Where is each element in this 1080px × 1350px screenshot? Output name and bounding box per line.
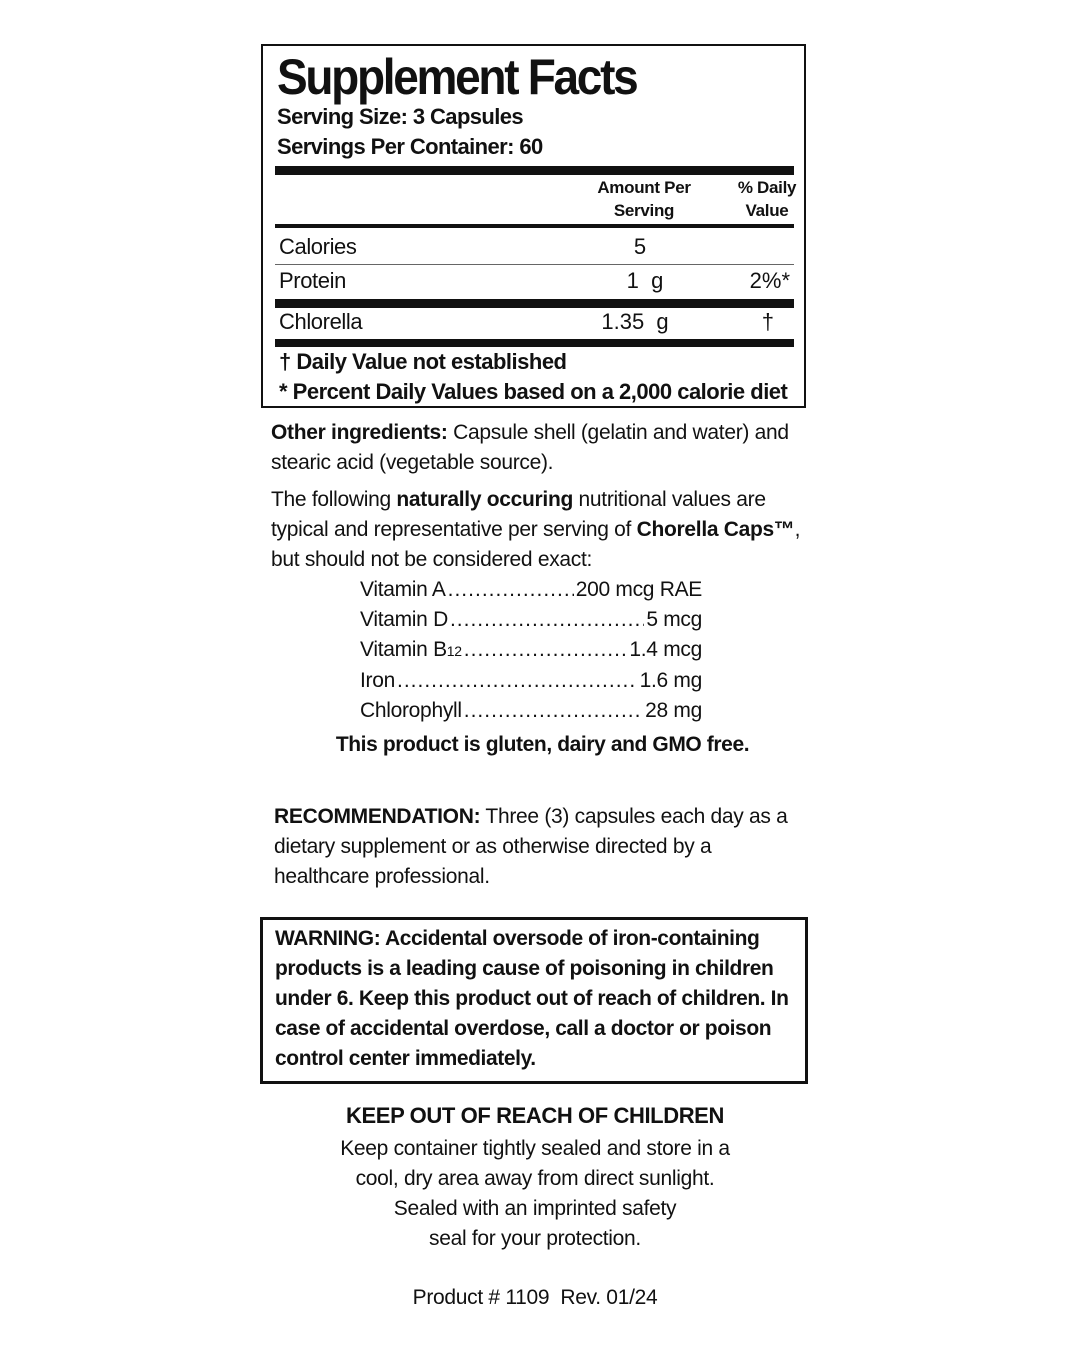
nutrient-name: Vitamin B (360, 638, 447, 661)
serving-size: Serving Size: 3 Capsules (277, 104, 524, 129)
keep-out-title: KEEP OUT OF REACH OF CHILDREN (346, 1103, 724, 1128)
natural-bold-a: naturally occuring (396, 488, 574, 511)
natural-bold-b: Chorella Caps™ (636, 518, 795, 541)
servings-per-container: Servings Per Container: 60 (277, 134, 543, 159)
column-header-amount-line1: Amount Per (597, 178, 691, 197)
divider-header (275, 224, 794, 228)
warning-text: WARNING: Accidental oversode of iron-containing products is a leading cause of poisoning in children under 6. Keep this product out of reach of children. In case of accidental overdose, call a doctor or poison control center immediately. (275, 927, 789, 1070)
storage-line-2: cool, dry area away from direct sunlight. (355, 1167, 715, 1190)
other-ingredients (271, 418, 816, 478)
dot-leader (464, 635, 628, 665)
nutrient-value: 200 mcg RAE (575, 578, 702, 601)
footnote-dagger: † Daily Value not established (279, 349, 567, 374)
recommendation-text: Three (3) capsules each day as a dietary supplement or as otherwise directed by a healthcare professional. (274, 805, 788, 888)
thick-divider-bottom (275, 339, 794, 347)
storage-line-4: seal for your protection. (429, 1227, 641, 1250)
row-dv-chlorella: † (761, 309, 774, 334)
nutrient-row-iron (360, 666, 702, 696)
column-header-dv-line2: Value (745, 201, 789, 220)
storage-instructions (260, 1134, 810, 1254)
row-dv-protein: 2%* (749, 268, 790, 293)
nutrient-row-vitamin-d (360, 605, 702, 635)
row-label-chlorella: Chlorella (279, 309, 363, 334)
other-ingredients-label: Other ingredients: (271, 421, 448, 444)
column-header-amount (585, 176, 703, 222)
nutrient-value: 1.4 mcg (629, 638, 702, 661)
nutrient-value: 5 mcg (646, 608, 702, 631)
column-header-dv-line1: % Daily (737, 178, 797, 197)
row-amount-protein: 1 g (626, 268, 664, 293)
nutrient-name: Chlorophyll (360, 699, 462, 722)
nutrient-value: 1.6 mg (639, 669, 702, 692)
supplement-facts-panel (261, 44, 806, 408)
thick-divider-top (275, 166, 794, 175)
nutrient-name: Vitamin D (360, 608, 448, 631)
natural-text-b: nutritional values are typical and representative per serving of (271, 488, 766, 541)
row-amount-chlorella: 1.35 g (601, 309, 669, 334)
recommendation-label: RECOMMENDATION: (274, 805, 481, 828)
warning-box (260, 917, 808, 1084)
recommendation (274, 802, 794, 892)
row-amount-calories: 5 (633, 234, 647, 259)
storage-line-1: Keep container tightly sealed and store in a (340, 1137, 730, 1160)
dot-leader (397, 666, 638, 696)
footnote-percent: * Percent Daily Values based on a 2,000 calorie diet (279, 379, 788, 404)
nutrient-list (360, 575, 702, 726)
facts-title: Supplement Facts (277, 49, 637, 105)
natural-values-paragraph (271, 485, 816, 575)
nutrient-subscript: 12 (446, 643, 462, 659)
other-ingredients-text: Capsule shell (gelatin and water) and stearic acid (vegetable source). (271, 421, 789, 474)
nutrient-row-vitamin-b12 (360, 635, 702, 666)
product-number: Product # 1109 Rev. 01/24 (412, 1286, 658, 1309)
row-label-calories: Calories (279, 234, 357, 259)
free-statement: This product is gluten, dairy and GMO free. (335, 733, 750, 756)
natural-text-a: The following (271, 488, 397, 511)
dot-leader (448, 575, 574, 605)
thick-divider-middle (275, 299, 794, 308)
nutrient-row-chlorophyll (360, 696, 702, 726)
dot-leader (450, 605, 644, 635)
column-header-amount-line2: Serving (613, 201, 675, 220)
dot-leader (464, 696, 643, 726)
natural-text-c: , but should not be considered exact: (271, 518, 801, 571)
column-header-daily-value (727, 176, 807, 222)
supplement-facts-inner (275, 46, 797, 406)
nutrient-name: Iron (360, 669, 395, 692)
nutrient-value: 28 mg (645, 699, 702, 722)
nutrient-name: Vitamin A (360, 578, 446, 601)
row-label-protein: Protein (279, 268, 346, 293)
storage-line-3: Sealed with an imprinted safety (393, 1197, 677, 1220)
nutrient-row-vitamin-a (360, 575, 702, 605)
divider-row-1 (275, 264, 794, 265)
